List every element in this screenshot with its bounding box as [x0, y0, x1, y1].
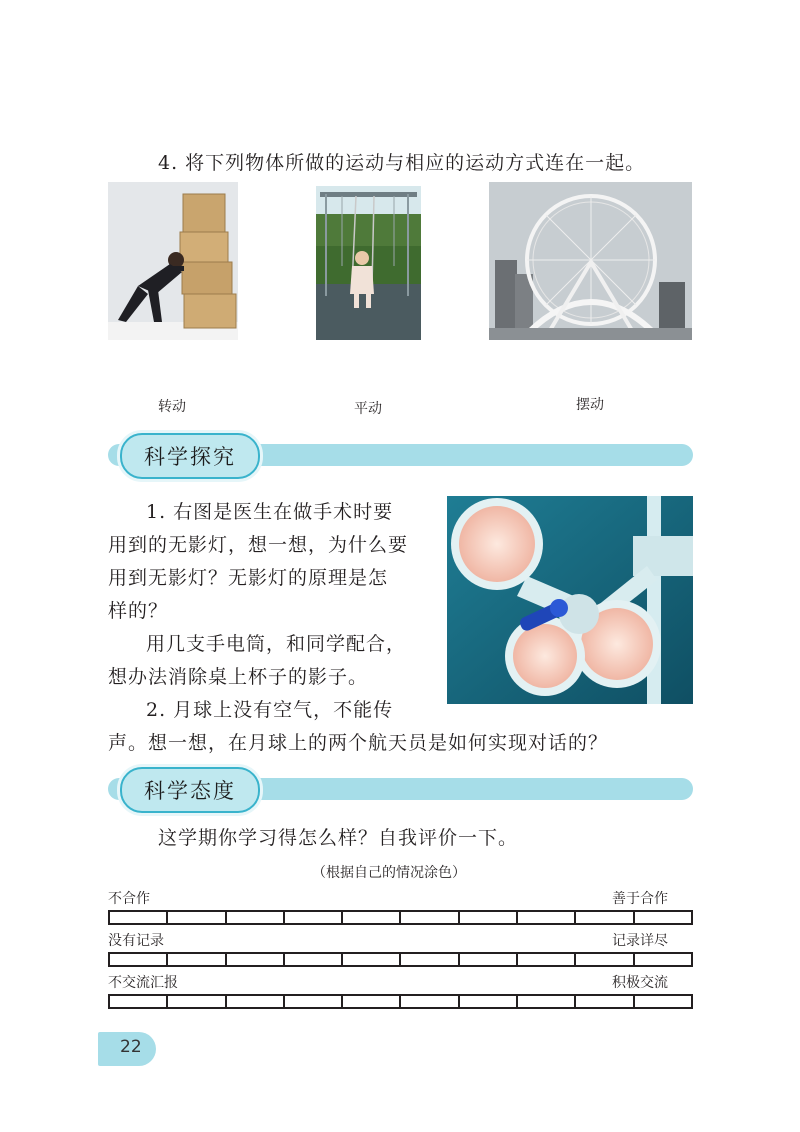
scale-cell[interactable]	[110, 996, 168, 1007]
motion-label-rotation: 转动	[158, 399, 186, 415]
photo-shadowless-lamp	[447, 496, 693, 704]
scale-cell[interactable]	[168, 954, 226, 965]
scale-2-right-label: 记录详尽	[612, 933, 668, 949]
motion-label-translation: 平动	[354, 401, 382, 417]
scale-cell[interactable]	[168, 996, 226, 1007]
scale-2-left-label: 没有记录	[108, 933, 164, 949]
scale-cell[interactable]	[110, 912, 168, 923]
scale-cell[interactable]	[635, 954, 691, 965]
scale-cell[interactable]	[518, 996, 576, 1007]
scale-cell[interactable]	[635, 996, 691, 1007]
photo-ferris-wheel	[489, 182, 692, 340]
scale-cell[interactable]	[460, 996, 518, 1007]
scale-cell[interactable]	[227, 996, 285, 1007]
inquiry-q2-line-1: 2. 月球上没有空气，不能传	[146, 699, 394, 721]
scale-cell[interactable]	[343, 912, 401, 923]
scale-cell[interactable]	[285, 912, 343, 923]
inquiry-q1-line-3: 用到无影灯？无影灯的原理是怎	[108, 567, 389, 589]
scale-cell[interactable]	[460, 954, 518, 965]
photo-pushing-boxes	[108, 182, 238, 340]
photo-girl-on-swing	[316, 186, 421, 340]
scale-cell[interactable]	[576, 996, 634, 1007]
scale-cell[interactable]	[635, 912, 691, 923]
rating-scale-recording[interactable]	[108, 952, 693, 967]
scale-cell[interactable]	[227, 954, 285, 965]
scale-cell[interactable]	[343, 996, 401, 1007]
scale-3-right-label: 积极交流	[612, 975, 668, 991]
inquiry-section-title: 科学探究	[120, 433, 260, 479]
scale-1-right-label: 善于合作	[612, 891, 668, 907]
inquiry-q2-line-2: 声。想一想，在月球上的两个航天员是如何实现对话的？	[108, 732, 609, 754]
scale-cell[interactable]	[401, 954, 459, 965]
motion-label-swing: 摆动	[576, 397, 604, 413]
rating-scale-cooperation[interactable]	[108, 910, 693, 925]
inquiry-q1-line-1: 1. 右图是医生在做手术时要	[146, 501, 394, 523]
scale-cell[interactable]	[285, 996, 343, 1007]
inquiry-q1-line-2: 用到的无影灯，想一想，为什么要	[108, 534, 409, 556]
scale-cell[interactable]	[168, 912, 226, 923]
attitude-section-title: 科学态度	[120, 767, 260, 813]
scale-cell[interactable]	[518, 912, 576, 923]
scale-cell[interactable]	[460, 912, 518, 923]
scale-cell[interactable]	[401, 912, 459, 923]
scale-cell[interactable]	[110, 954, 168, 965]
scale-cell[interactable]	[227, 912, 285, 923]
inquiry-q1-line-4: 样的？	[108, 600, 169, 622]
inquiry-activity-line-1: 用几支手电筒，和同学配合，	[146, 633, 407, 655]
rating-scale-communication[interactable]	[108, 994, 693, 1009]
question-4: 4. 将下列物体所做的运动与相应的运动方式连在一起。	[158, 152, 646, 174]
attitude-prompt: 这学期你学习得怎么样？自我评价一下。	[158, 827, 519, 849]
scale-cell[interactable]	[401, 996, 459, 1007]
scale-cell[interactable]	[285, 954, 343, 965]
scale-cell[interactable]	[343, 954, 401, 965]
page-number: 22	[120, 1037, 142, 1057]
scale-3-left-label: 不交流汇报	[108, 975, 178, 991]
scale-cell[interactable]	[576, 954, 634, 965]
scale-1-left-label: 不合作	[108, 891, 150, 907]
inquiry-activity-line-2: 想办法消除桌上杯子的影子。	[108, 666, 369, 688]
scale-cell[interactable]	[518, 954, 576, 965]
attitude-note: （根据自己的情况涂色）	[312, 865, 466, 881]
scale-cell[interactable]	[576, 912, 634, 923]
